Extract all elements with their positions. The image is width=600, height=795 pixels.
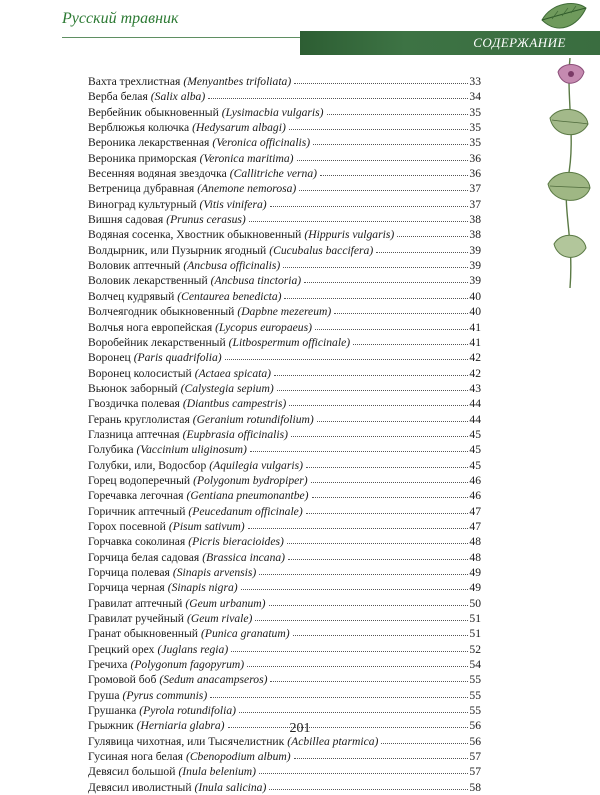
entry-name: Вахта трехлистная xyxy=(88,75,181,88)
entry-name: Горчавка соколиная xyxy=(88,535,186,549)
entry-latin-name: (Vitis vinifera) xyxy=(199,197,267,211)
entry-latin-name: (Inula salicina) xyxy=(194,780,267,794)
dot-leader xyxy=(249,211,469,222)
entry-page-number: 38 xyxy=(469,228,481,242)
dot-leader xyxy=(320,165,468,176)
entry-latin-name: (Ancbusa officinalis) xyxy=(183,259,281,273)
entry-page-number: 49 xyxy=(469,581,481,595)
entry-page-number: 39 xyxy=(469,259,481,273)
entry-latin-name: (Aquilegia vulgaris) xyxy=(209,458,303,472)
toc-entry xyxy=(88,458,481,473)
entry-name: Горечавка легочная xyxy=(88,489,184,503)
entry-name: Голубика xyxy=(88,443,134,457)
entry-name: Виноград культурный xyxy=(88,197,197,211)
entry-name: Воробейник лекарственный xyxy=(88,335,226,349)
dot-leader xyxy=(294,73,468,84)
entry-latin-name: (Calystegia sepium) xyxy=(180,381,274,395)
toc-entry xyxy=(88,427,481,442)
entry-page-number: 44 xyxy=(469,397,481,411)
dot-leader xyxy=(334,303,468,314)
toc-entry xyxy=(88,442,481,457)
toc-entry xyxy=(88,611,481,626)
dot-leader xyxy=(312,487,469,498)
toc-entry xyxy=(88,166,481,181)
toc-entry xyxy=(88,672,481,687)
entry-latin-name: (Actaea spicata) xyxy=(194,366,272,380)
dot-leader xyxy=(277,380,469,391)
entry-name: Голубки, или, Водосбор xyxy=(88,458,207,472)
entry-page-number: 35 xyxy=(469,136,481,150)
dot-leader xyxy=(259,564,468,575)
dot-leader xyxy=(304,272,468,283)
entry-name: Гречиха xyxy=(88,658,128,672)
entry-name: Девясил большой xyxy=(88,765,176,779)
dot-leader xyxy=(315,319,468,330)
toc-entry xyxy=(88,381,481,396)
entry-latin-name: (Veronica officinalis) xyxy=(212,136,311,150)
entry-page-number: 37 xyxy=(469,197,481,211)
entry-page-number: 51 xyxy=(469,627,481,641)
toc-entry xyxy=(88,657,481,672)
entry-name: Ветреница дубравная xyxy=(88,182,195,196)
dot-leader xyxy=(291,426,468,437)
entry-name: Вьюнок заборный xyxy=(88,381,178,395)
entry-latin-name: (Callitriche verna) xyxy=(229,167,317,181)
entry-latin-name: (Punica granatum) xyxy=(201,627,290,641)
entry-name: Весенняя водяная звездочка xyxy=(88,167,227,181)
toc-entry xyxy=(88,273,481,288)
entry-latin-name: (Ancbusa tinctoria) xyxy=(210,274,302,288)
dot-leader xyxy=(288,549,468,560)
entry-page-number: 36 xyxy=(469,167,481,181)
entry-page-number: 37 xyxy=(469,182,481,196)
toc-entry xyxy=(88,135,481,150)
leaf-illustration xyxy=(538,0,590,40)
dot-leader xyxy=(287,533,469,544)
entry-latin-name: (Sedum anacampseros) xyxy=(159,673,268,687)
entry-name: Гранат обыкновенный xyxy=(88,627,199,641)
dot-leader xyxy=(247,656,468,667)
dot-leader xyxy=(210,687,468,698)
entry-page-number: 41 xyxy=(469,320,481,334)
toc-entry xyxy=(88,74,481,89)
entry-latin-name: (Litbospermum officinale) xyxy=(228,335,351,349)
entry-page-number: 39 xyxy=(469,274,481,288)
dot-leader xyxy=(208,88,468,99)
toc-entry xyxy=(88,227,481,242)
toc-entry xyxy=(88,780,481,795)
section-label: СОДЕРЖАНИЕ xyxy=(473,35,566,50)
entry-latin-name: (Polygonum bydropiper) xyxy=(193,473,308,487)
dot-leader xyxy=(269,595,469,606)
toc-entry xyxy=(88,412,481,427)
entry-name: Вероника приморская xyxy=(88,151,197,165)
dot-leader xyxy=(225,349,469,360)
toc-entry xyxy=(88,212,481,227)
dot-leader xyxy=(317,411,469,422)
entry-name: Горчица черная xyxy=(88,581,165,595)
entry-page-number: 52 xyxy=(469,642,481,656)
entry-name: Горец водоперечный xyxy=(88,473,191,487)
toc-entry xyxy=(88,749,481,764)
entry-latin-name: (Inula belenium) xyxy=(178,765,257,779)
dot-leader xyxy=(231,641,468,652)
entry-name: Волдырник, или Пузырник ягодный xyxy=(88,243,267,257)
entry-latin-name: (Pyrus communis) xyxy=(122,688,208,702)
toc-entry xyxy=(88,197,481,212)
entry-page-number: 56 xyxy=(469,734,481,748)
entry-latin-name: (Pyrola rotundifolia) xyxy=(139,704,237,718)
entry-page-number: 48 xyxy=(469,535,481,549)
entry-page-number: 49 xyxy=(469,566,481,579)
dot-leader xyxy=(259,763,468,774)
toc-entry xyxy=(88,350,481,365)
entry-page-number: 46 xyxy=(469,473,481,487)
entry-name: Грушанка xyxy=(88,704,137,718)
dot-leader xyxy=(241,579,469,590)
dot-leader xyxy=(270,671,468,682)
dot-leader xyxy=(283,257,468,268)
entry-latin-name: (Sinapis nigra) xyxy=(167,581,238,595)
toc-entry xyxy=(88,89,481,104)
dot-leader xyxy=(289,395,468,406)
entry-page-number: 40 xyxy=(469,289,481,303)
toc-entry xyxy=(88,335,481,350)
entry-latin-name: (Gentiana pneumonantbe) xyxy=(186,489,309,503)
entry-latin-name: (Herniaria glabra) xyxy=(136,719,225,733)
toc-entry xyxy=(88,488,481,503)
dot-leader xyxy=(289,119,469,130)
toc-entry xyxy=(88,304,481,319)
table-of-contents xyxy=(88,74,481,795)
toc-entry xyxy=(88,243,481,258)
entry-latin-name: (Centaurea benedicta) xyxy=(177,289,282,303)
running-title: Русский травник xyxy=(62,10,179,27)
entry-latin-name: (Menyantbes trifoliata) xyxy=(183,75,292,88)
entry-latin-name: (Sinapis arvensis) xyxy=(172,566,257,579)
entry-name: Воронец xyxy=(88,351,131,365)
toc-entry xyxy=(88,642,481,657)
toc-entry xyxy=(88,289,481,304)
entry-page-number: 35 xyxy=(469,105,481,119)
entry-page-number: 55 xyxy=(469,688,481,702)
entry-name: Горох посевной xyxy=(88,519,166,533)
dot-leader xyxy=(299,180,468,191)
entry-latin-name: (Prunus cerasus) xyxy=(166,213,246,227)
entry-latin-name: (Eupbrasia officinalis) xyxy=(182,427,288,441)
entry-name: Гусиная нога белая xyxy=(88,750,183,764)
entry-latin-name: (Diantbus campestris) xyxy=(182,397,287,411)
toc-entry xyxy=(88,764,481,779)
entry-latin-name: (Hippuris vulgaris) xyxy=(304,228,395,242)
dot-leader xyxy=(376,242,468,253)
entry-page-number: 55 xyxy=(469,673,481,687)
dot-leader xyxy=(397,226,468,237)
entry-latin-name: (Paris quadrifolia) xyxy=(133,351,222,365)
entry-page-number: 57 xyxy=(469,750,481,764)
toc-entry xyxy=(88,596,481,611)
entry-page-number: 40 xyxy=(469,305,481,319)
toc-entry xyxy=(88,550,481,565)
entry-name: Вишня садовая xyxy=(88,213,164,227)
entry-name: Герань круглолистая xyxy=(88,412,190,426)
entry-page-number: 55 xyxy=(469,704,481,718)
entry-page-number: 36 xyxy=(469,151,481,165)
entry-page-number: 58 xyxy=(469,780,481,794)
dot-leader xyxy=(239,702,468,713)
dot-leader xyxy=(306,457,468,468)
toc-entry xyxy=(88,473,481,488)
entry-latin-name: (Dapbne mezereum) xyxy=(237,305,332,319)
entry-page-number: 45 xyxy=(469,458,481,472)
entry-name: Водяная сосенка, Хвостник обыкновенный xyxy=(88,228,302,242)
header-rule xyxy=(62,37,308,38)
entry-latin-name: (Juglans regia) xyxy=(157,642,229,656)
toc-entry xyxy=(88,396,481,411)
dot-leader xyxy=(274,365,468,376)
toc-entry xyxy=(88,688,481,703)
entry-latin-name: (Peucedanum officinale) xyxy=(188,504,303,518)
entry-latin-name: (Anemone nemorosa) xyxy=(197,182,297,196)
toc-entry xyxy=(88,320,481,335)
dot-leader xyxy=(270,196,469,207)
flower-illustration xyxy=(540,58,596,288)
dot-leader xyxy=(250,441,468,452)
entry-name: Верблюжья колючка xyxy=(88,121,190,135)
entry-name: Вероника лекарственная xyxy=(88,136,210,150)
entry-page-number: 51 xyxy=(469,612,481,626)
dot-leader xyxy=(306,503,469,514)
toc-entry xyxy=(88,703,481,718)
toc-entry xyxy=(88,534,481,549)
entry-latin-name: (Salix alba) xyxy=(150,90,206,104)
dot-leader xyxy=(313,134,468,145)
dot-leader xyxy=(327,104,469,115)
entry-name: Гравилат ручейный xyxy=(88,612,185,626)
entry-name: Воловик лекарственный xyxy=(88,274,208,288)
entry-page-number: 33 xyxy=(469,75,481,88)
entry-latin-name: (Cucubalus baccifera) xyxy=(269,243,374,257)
entry-page-number: 34 xyxy=(469,90,481,104)
entry-latin-name: (Vaccinium uliginosum) xyxy=(136,443,247,457)
toc-entry xyxy=(88,626,481,641)
dot-leader xyxy=(297,150,469,161)
entry-page-number: 48 xyxy=(469,550,481,564)
entry-page-number: 47 xyxy=(469,519,481,533)
entry-name: Волчья нога европейская xyxy=(88,320,213,334)
entry-latin-name: (Lycopus europaeus) xyxy=(215,320,312,334)
entry-name: Гвоздичка полевая xyxy=(88,397,180,411)
entry-latin-name: (Geum urbanum) xyxy=(185,596,266,610)
entry-name: Воловик аптечный xyxy=(88,259,181,273)
toc-entry xyxy=(88,519,481,534)
entry-name: Девясил иволистный xyxy=(88,780,192,794)
entry-page-number: 45 xyxy=(469,443,481,457)
toc-entry xyxy=(88,565,481,580)
entry-page-number: 56 xyxy=(469,719,481,733)
dot-leader xyxy=(353,334,468,345)
toc-entry xyxy=(88,105,481,120)
entry-name: Верба белая xyxy=(88,90,148,104)
entry-latin-name: (Picris bieracioides) xyxy=(188,535,284,549)
entry-name: Волчец кудрявый xyxy=(88,289,175,303)
entry-name: Гулявица чихотная, или Тысячелистник xyxy=(88,734,285,748)
entry-name: Горчица белая садовая xyxy=(88,550,200,564)
entry-latin-name: (Acbillea ptarmica) xyxy=(287,734,379,748)
toc-entry xyxy=(88,258,481,273)
entry-page-number: 39 xyxy=(469,243,481,257)
toc-entry xyxy=(88,181,481,196)
entry-page-number: 44 xyxy=(469,412,481,426)
dot-leader xyxy=(284,288,468,299)
entry-page-number: 45 xyxy=(469,427,481,441)
entry-latin-name: (Lysimacbia vulgaris) xyxy=(221,105,324,119)
dot-leader xyxy=(248,518,469,529)
toc-entry xyxy=(88,580,481,595)
entry-page-number: 41 xyxy=(469,335,481,349)
entry-name: Гравилат аптечный xyxy=(88,596,183,610)
entry-page-number: 38 xyxy=(469,213,481,227)
entry-name: Глазница аптечная xyxy=(88,427,180,441)
toc-entry xyxy=(88,120,481,135)
entry-page-number: 50 xyxy=(469,596,481,610)
entry-name: Горчица полевая xyxy=(88,566,170,579)
entry-latin-name: (Cbenopodium album) xyxy=(185,750,291,764)
entry-page-number: 42 xyxy=(469,351,481,365)
entry-page-number: 46 xyxy=(469,489,481,503)
dot-leader xyxy=(269,779,468,790)
entry-page-number: 43 xyxy=(469,381,481,395)
dot-leader xyxy=(255,610,468,621)
entry-name: Грыжник xyxy=(88,719,134,733)
entry-page-number: 35 xyxy=(469,121,481,135)
entry-latin-name: (Pisum sativum) xyxy=(168,519,245,533)
entry-page-number: 47 xyxy=(469,504,481,518)
entry-latin-name: (Veronica maritima) xyxy=(199,151,294,165)
entry-page-number: 42 xyxy=(469,366,481,380)
entry-latin-name: (Geranium rotundifolium) xyxy=(192,412,314,426)
entry-latin-name: (Geum rivale) xyxy=(187,612,253,626)
entry-latin-name: (Brassica incana) xyxy=(202,550,286,564)
entry-name: Грецкий орех xyxy=(88,642,155,656)
dot-leader xyxy=(293,625,469,636)
entry-page-number: 54 xyxy=(469,658,481,672)
dot-leader xyxy=(311,472,469,483)
entry-name: Горичник аптечный xyxy=(88,504,186,518)
entry-latin-name: (Polygonum fagopyrum) xyxy=(130,658,245,672)
page-number: 201 xyxy=(289,721,311,736)
entry-name: Груша xyxy=(88,688,120,702)
entry-page-number: 57 xyxy=(469,765,481,779)
toc-entry xyxy=(88,504,481,519)
toc-entry xyxy=(88,151,481,166)
toc-entry xyxy=(88,366,481,381)
entry-name: Воронец колосистый xyxy=(88,366,192,380)
entry-latin-name: (Hedysarum albagi) xyxy=(192,121,286,135)
entry-name: Вербейник обыкновенный xyxy=(88,105,219,119)
entry-name: Волчеягодник обыкновенный xyxy=(88,305,235,319)
entry-name: Громовой боб xyxy=(88,673,157,687)
